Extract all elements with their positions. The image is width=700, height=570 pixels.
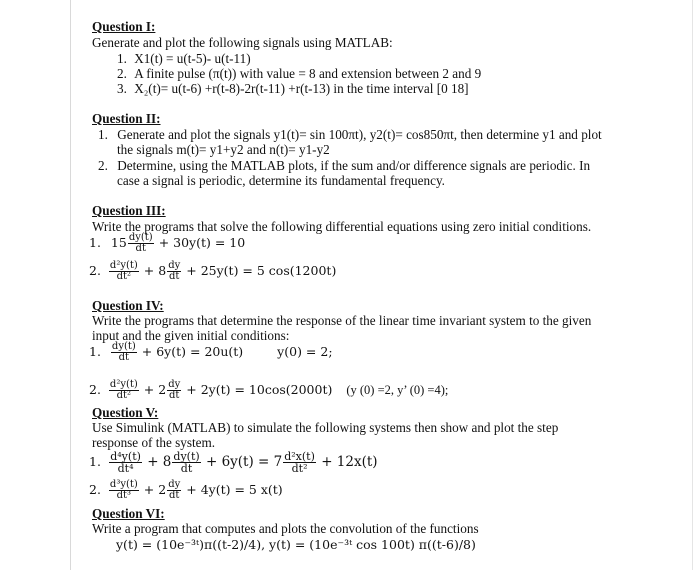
q5-eq1-num: 1. xyxy=(89,454,101,469)
q4-eq2-rest: + 2y(t) = 10cos(2000t) xyxy=(186,382,333,397)
q1-item-3 xyxy=(117,81,469,96)
q2-item-1-line2: the signals m(t)= y1+y2 and n(t)= y1-y2 xyxy=(117,142,330,157)
q5-intro-line2: response of the system. xyxy=(92,435,216,450)
q4-eq1-num: 1. xyxy=(89,344,101,359)
q5-eq2-frac1-num: d³y(t) xyxy=(109,479,138,490)
q5-eq1-frac2-num: dy(t) xyxy=(173,450,200,463)
q4-eq2-frac2-num: dy xyxy=(168,379,181,390)
q5-equation-2 xyxy=(89,480,283,501)
left-margin-line xyxy=(70,0,71,570)
q1-item-3-text: X₂(t)= u(t-6) +r(t-8)-2r(t-11) +r(t-13) in the time interval [0 18] xyxy=(134,81,469,96)
q3-eq2-mid: + 8 xyxy=(143,263,167,278)
q5-eq1-fraction-3 xyxy=(283,451,316,474)
q6-heading: Question VI: xyxy=(92,506,165,521)
q2-item-2-text: Determine, using the MATLAB plots, if the sum and/or difference signals are periodic. In xyxy=(117,158,591,173)
q2-item-2-num: 2. xyxy=(98,158,108,173)
q5-eq2-frac2-den: dt xyxy=(169,490,180,501)
q3-equation-1 xyxy=(89,233,245,254)
q4-eq1-initial-condition: y(0) = 2; xyxy=(277,344,333,359)
q3-eq1-coef: 15 xyxy=(110,235,127,250)
q4-equation-1 xyxy=(89,342,333,363)
q5-intro-line1: Use Simulink (MATLAB) to simulate the following systems then show and plot the step xyxy=(92,420,559,435)
right-margin-line xyxy=(692,0,693,570)
q5-eq1-frac3-num: d²x(t) xyxy=(284,450,315,463)
q4-eq2-frac1-num: d²y(t) xyxy=(109,379,138,390)
q4-eq2-mid: + 2 xyxy=(143,382,167,397)
q1-item-1-text: X1(t) = u(t-5)- u(t-11) xyxy=(134,51,251,66)
q4-eq2-fraction-2 xyxy=(167,380,181,401)
q6-formula: y(t) = (10e⁻³ᵗ)π((t-2)/4), y(t) = (10e⁻³ᵗ cos 100t) π((t-6)/8) xyxy=(116,537,476,552)
q3-eq1-fraction xyxy=(128,233,154,254)
q1-heading: Question I: xyxy=(92,19,156,34)
q5-eq1-fraction-1 xyxy=(109,451,142,474)
q4-eq2-initial-condition: (y (0) =2, y’ (0) =4); xyxy=(346,383,449,397)
q5-eq2-num: 2. xyxy=(89,482,101,497)
q2-heading: Question II: xyxy=(92,111,161,126)
q5-eq2-rest: + 4y(t) = 5 x(t) xyxy=(186,482,283,497)
q1-item-1 xyxy=(117,51,251,66)
q3-eq1-num: 1. xyxy=(89,235,101,250)
q6-intro: Write a program that computes and plots the convolution of the functions xyxy=(92,521,479,536)
q5-equation-1 xyxy=(89,451,378,474)
q5-eq2-frac1-den: dt³ xyxy=(116,490,132,501)
q3-eq2-rest: + 25y(t) = 5 cos(1200t) xyxy=(186,263,337,278)
q5-heading: Question V: xyxy=(92,405,159,420)
q2-item-2-line1 xyxy=(98,158,590,173)
q4-eq2-fraction-1 xyxy=(109,380,139,401)
q5-eq1-frac3-den: dt² xyxy=(291,462,308,475)
q1-item-1-num: 1. xyxy=(117,51,127,66)
q1-item-2-text: A finite pulse (π(t)) with value = 8 and extension between 2 and 9 xyxy=(134,66,482,81)
q3-eq1-frac-num: dy(t) xyxy=(128,232,153,243)
q4-eq2-frac2-den: dt xyxy=(169,390,180,401)
q4-eq1-frac-den: dt xyxy=(118,352,130,363)
q3-eq2-frac1-num: d²y(t) xyxy=(109,260,138,271)
q3-eq1-rest: + 30y(t) = 10 xyxy=(158,235,246,250)
q3-eq2-frac2-den: dt xyxy=(169,271,180,282)
q4-heading: Question IV: xyxy=(92,298,164,313)
q5-eq1-frac1-den: dt⁴ xyxy=(117,462,134,475)
q1-item-2 xyxy=(117,66,481,81)
q5-eq2-mid: + 2 xyxy=(143,482,167,497)
q3-heading: Question III: xyxy=(92,203,166,218)
q3-eq2-frac1-den: dt² xyxy=(116,271,132,282)
q1-item-2-num: 2. xyxy=(117,66,127,81)
q4-eq1-rest: + 6y(t) = 20u(t) xyxy=(141,344,244,359)
q5-eq1-frac1-num: d⁴y(t) xyxy=(110,450,141,463)
q4-eq2-num: 2. xyxy=(89,382,101,397)
q3-eq2-frac2-num: dy xyxy=(168,260,181,271)
q3-equation-2 xyxy=(89,261,336,282)
q2-item-2-line2: case a signal is periodic, determine its fundamental frequency. xyxy=(117,173,445,188)
q5-eq1-frac2-den: dt xyxy=(180,462,193,475)
q4-equation-2 xyxy=(89,380,448,401)
q4-eq1-fraction xyxy=(111,342,137,363)
q2-item-1-num: 1. xyxy=(98,127,108,142)
q3-eq2-num: 2. xyxy=(89,263,101,278)
q2-item-1-line1 xyxy=(98,127,602,142)
q3-eq1-frac-den: dt xyxy=(135,243,146,254)
q4-eq1-frac-num: dy(t) xyxy=(111,341,136,352)
q3-eq2-fraction-2 xyxy=(167,261,181,282)
q4-eq2-frac1-den: dt² xyxy=(116,390,132,401)
q5-eq1-mid2: + 6y(t) = 7 xyxy=(205,454,283,470)
q5-eq1-mid1: + 8 xyxy=(147,454,172,470)
q1-item-3-num: 3. xyxy=(117,81,127,96)
q1-intro: Generate and plot the following signals using MATLAB: xyxy=(92,35,393,50)
q5-eq1-fraction-2 xyxy=(172,451,200,474)
q2-item-1-text: Generate and plot the signals y1(t)= sin 100πt), y2(t)= cos850πt, then determine y1 and plot xyxy=(117,127,602,142)
q5-eq2-fraction-2 xyxy=(167,480,181,501)
q3-eq2-fraction-1 xyxy=(109,261,139,282)
q4-intro-line1: Write the programs that determine the response of the linear time invariant system to the given xyxy=(92,313,592,328)
q3-intro: Write the programs that solve the following differential equations using zero initial conditions. xyxy=(92,219,592,234)
q5-eq1-rest: + 12x(t) xyxy=(321,454,378,470)
q4-intro-line2: input and the given initial conditions: xyxy=(92,328,290,343)
q5-eq2-fraction-1 xyxy=(109,480,139,501)
q5-eq2-frac2-num: dy xyxy=(168,479,181,490)
